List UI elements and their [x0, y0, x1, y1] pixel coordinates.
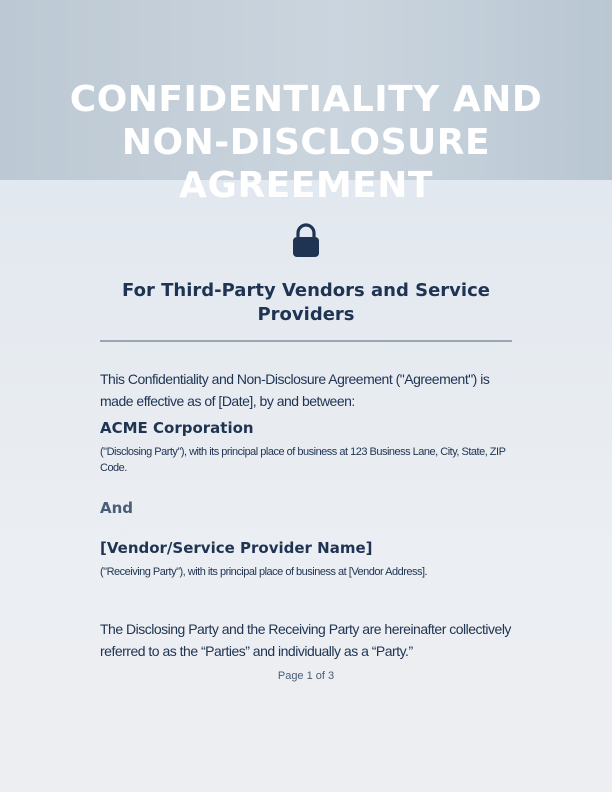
divider: [100, 340, 512, 342]
receiving-party-name: [Vendor/Service Provider Name]: [100, 539, 373, 557]
document-subtitle: For Third-Party Vendors and Service Providers: [122, 280, 490, 325]
parties-paragraph: The Disclosing Party and the Receiving Party are hereinafter collectively referred to as the “Parties” and individually as a “Party.”: [100, 621, 511, 659]
disclosing-party-name: ACME Corporation: [100, 419, 254, 437]
intro-paragraph: This Confidentiality and Non-Disclosure Agreement ("Agreement") is made effective as of [Date], by and between:: [100, 371, 490, 409]
page-background: [0, 180, 612, 792]
lock-icon: [290, 222, 322, 258]
disclosing-party-details: ("Disclosing Party"), with its principal place of business at 123 Business Lane, City, State, ZIP Code.: [100, 446, 506, 474]
document-title: CONFIDENTIALITY AND NON-DISCLOSURE AGREEMENT: [69, 79, 543, 206]
page-number: Page 1 of 3: [277, 670, 335, 682]
and-label: And: [100, 499, 134, 517]
receiving-party-details: ("Receiving Party"), with its principal place of business at [Vendor Address].: [100, 566, 428, 578]
